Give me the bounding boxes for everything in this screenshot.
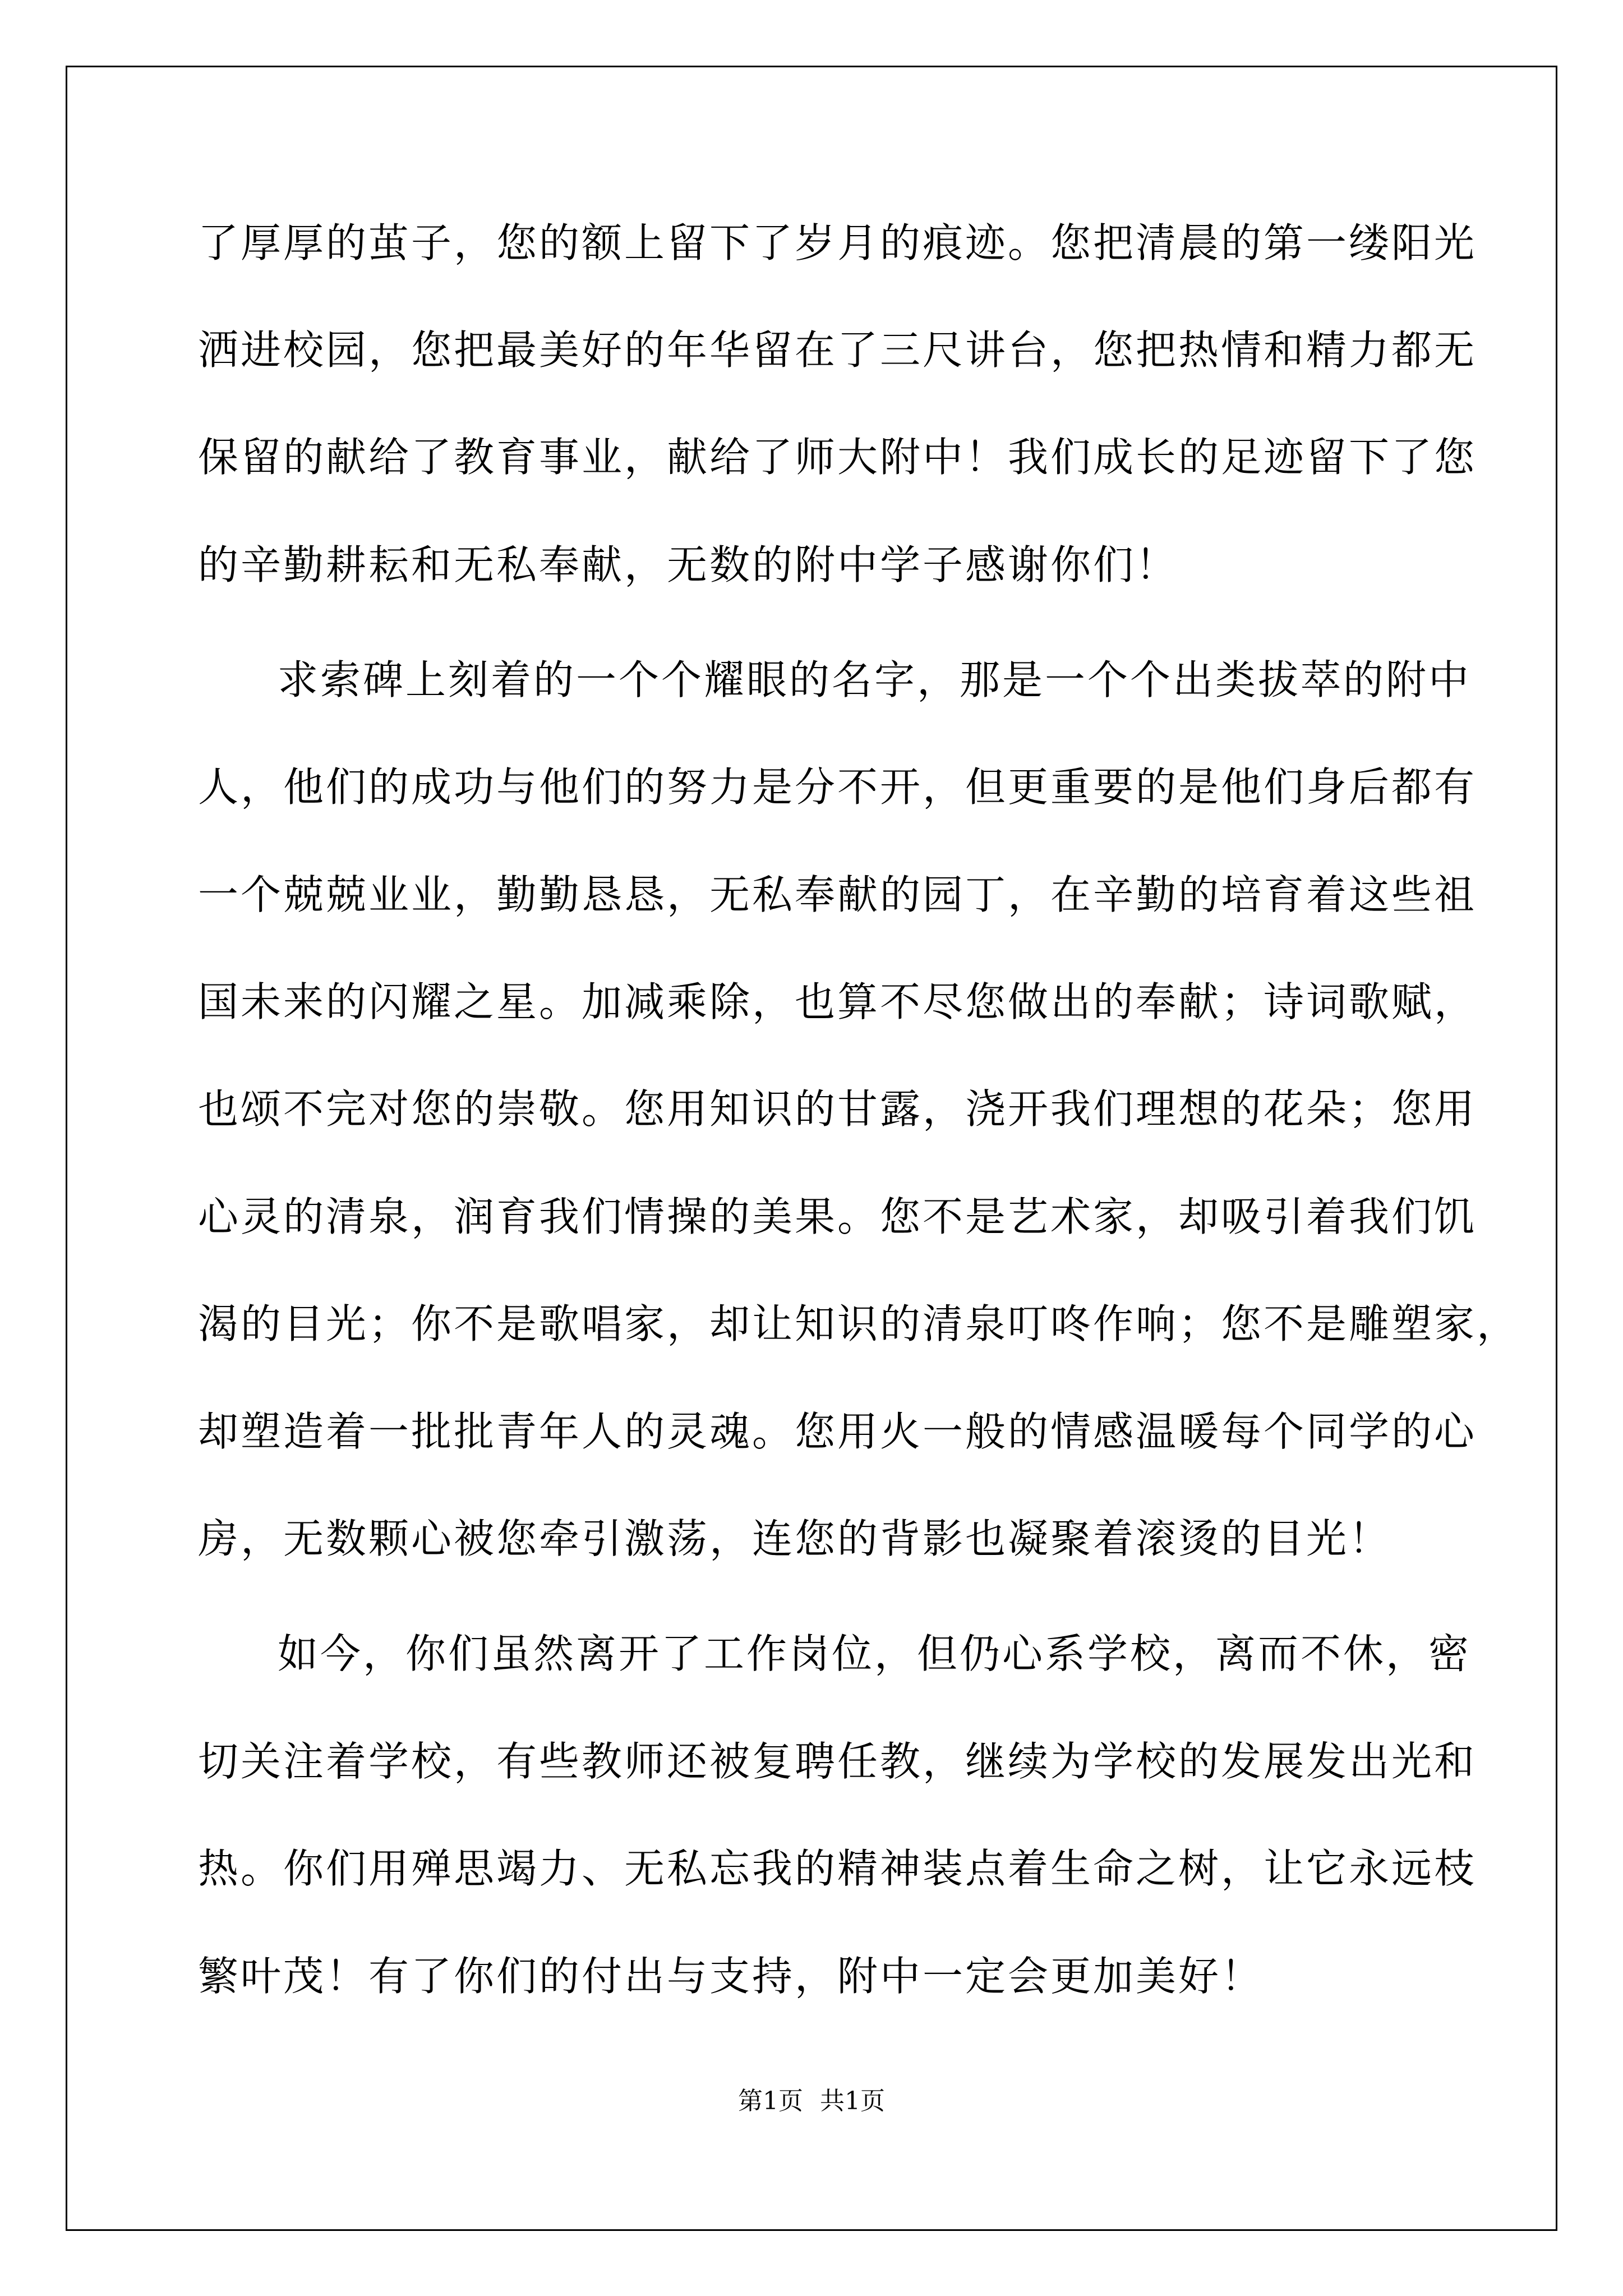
body-line: 渴的目光；你不是歌唱家，却让知识的清泉叮咚作响；您不是雕塑家， — [198, 1300, 1520, 1347]
body-line: 房，无数颗心被您牵引激荡，连您的背影也凝聚着滚烫的目光！ — [198, 1515, 1392, 1562]
body-line: 洒进校园，您把最美好的年华留在了三尺讲台，您把热情和精力都无 — [198, 326, 1477, 374]
body-line: 了厚厚的茧子，您的额上留下了岁月的痕迹。您把清晨的第一缕阳光 — [198, 219, 1477, 266]
body-line: 人，他们的成功与他们的努力是分不开，但更重要的是他们身后都有 — [198, 763, 1477, 811]
body-line: 繁叶茂！有了你们的付出与支持，附中一定会更加美好！ — [198, 1953, 1264, 2000]
body-line: 保留的献给了教育事业，献给了师大附中！我们成长的足迹留下了您 — [198, 434, 1477, 481]
paragraph-start-line: 求索碑上刻着的一个个耀眼的名字，那是一个个出类拔萃的附中 — [278, 656, 1472, 703]
body-line: 心灵的清泉，润育我们情操的美果。您不是艺术家，却吸引着我们饥 — [198, 1193, 1477, 1240]
body-line: 也颂不完对您的崇敬。您用知识的甘露，浇开我们理想的花朵；您用 — [198, 1085, 1477, 1133]
body-line: 热。你们用殚思竭力、无私忘我的精神装点着生命之树，让它永远枝 — [198, 1845, 1477, 1892]
body-line: 一个兢兢业业，勤勤恳恳，无私奉献的园丁，在辛勤的培育着这些祖 — [198, 871, 1477, 918]
body-line: 切关注着学校，有些教师还被复聘任教，继续为学校的发展发出光和 — [198, 1738, 1477, 1785]
page-total: 共1页 — [820, 2087, 885, 2115]
body-line: 的辛勤耕耘和无私奉献，无数的附中学子感谢你们！ — [198, 541, 1179, 588]
body-line: 国未来的闪耀之星。加减乘除，也算不尽您做出的奉献；诗词歌赋， — [198, 978, 1477, 1025]
paragraph-start-line: 如今，你们虽然离开了工作岗位，但仍心系学校，离而不休，密 — [278, 1630, 1472, 1677]
body-line: 却塑造着一批批青年人的灵魂。您用火一般的情感温暖每个同学的心 — [198, 1408, 1477, 1455]
page-footer — [0, 2086, 1623, 2117]
page-border — [66, 66, 1557, 2231]
page-number: 第1页 — [738, 2087, 803, 2115]
